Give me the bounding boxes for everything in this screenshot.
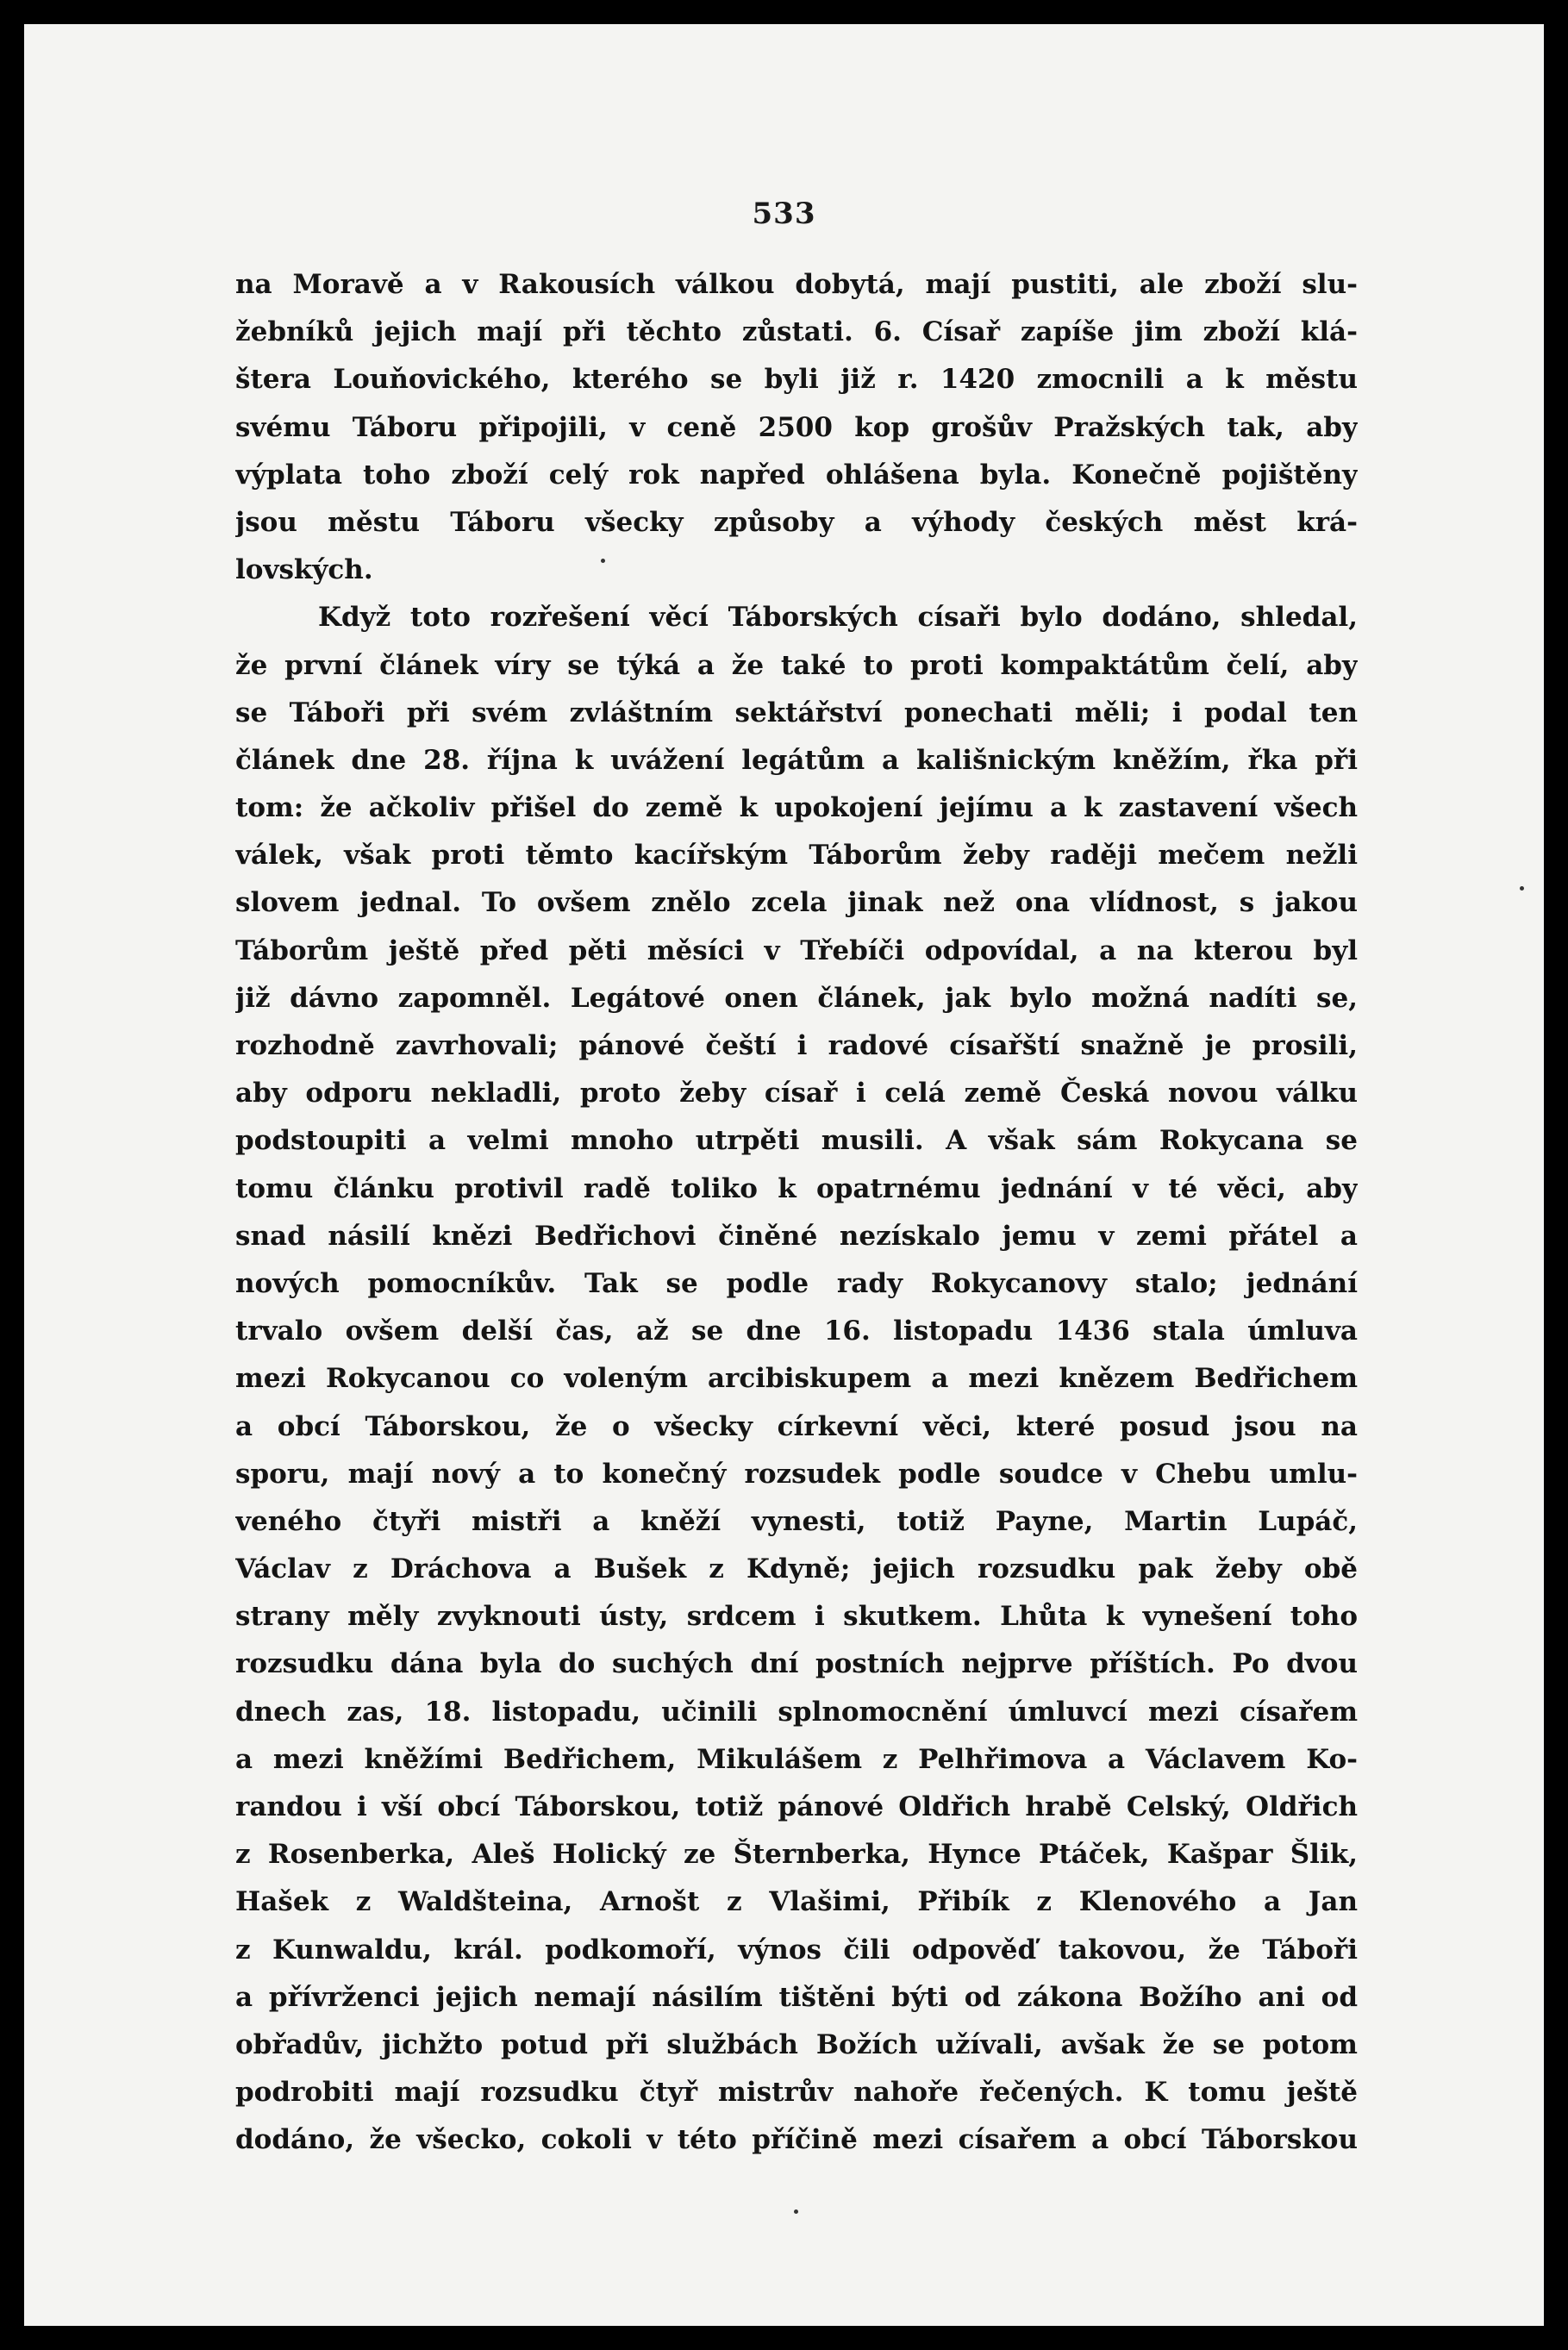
- text-line: a obcí Táborskou, že o všecky církevní věci, které posud jsou na: [235, 1410, 1358, 1442]
- text-line: válek, však proti těmto kacířským Táborům žeby raději mečem nežli: [235, 840, 1358, 872]
- body-text: [235, 261, 1358, 2165]
- text-line: tomu článku protivil radě toliko k opatrnému jednání v té věci, aby: [235, 1172, 1358, 1204]
- dust-speck: [794, 2209, 798, 2214]
- text-line: Když toto rozřešení věcí Táborských císaři bylo dodáno, shledal,: [318, 602, 1358, 634]
- text-line: veného čtyři mistři a kněží vynesti, totiž Payne, Martin Lupáč,: [235, 1505, 1358, 1537]
- text-line: podstoupiti a velmi mnoho utrpěti musili. A však sám Rokycana se: [235, 1125, 1358, 1157]
- text-line: slovem jednal. To ovšem znělo zcela jinak než ona vlídnost, s jakou: [235, 887, 1358, 919]
- text-line: výplata toho zboží celý rok napřed ohlášena byla. Konečně pojištěny: [235, 459, 1358, 491]
- dust-speck: [1520, 886, 1524, 891]
- text-line: aby odporu nekladli, proto žeby císař i celá země Česká novou válku: [235, 1078, 1358, 1109]
- text-line: žebníků jejich mají při těchto zůstati. 6. Císař zapíše jim zboží klá-: [235, 316, 1358, 348]
- text-line: rozsudku dána byla do suchých dní postních nejprve příštích. Po dvou: [235, 1648, 1358, 1680]
- text-line: obřadův, jichžto potud při službách Božích užívali, avšak že se potom: [235, 2028, 1358, 2060]
- text-line: dodáno, že všecko, cokoli v této příčině mezi císařem a obcí Táborskou: [235, 2124, 1358, 2156]
- text-line: Václav z Dráchova a Bušek z Kdyně; jejich rozsudku pak žeby obě: [235, 1553, 1358, 1585]
- paragraph-1: [235, 261, 1358, 594]
- text-line: štera Louňovického, kterého se byli již r. 1420 zmocnili a k městu: [235, 364, 1358, 396]
- text-line: podrobiti mají rozsudku čtyř mistrův nahoře řečených. K tomu ještě: [235, 2077, 1358, 2109]
- text-line: že první článek víry se týká a že také to proti kompaktátům čelí, aby: [235, 649, 1358, 681]
- text-line: jsou městu Táboru všecky způsoby a výhody českých měst krá-: [235, 506, 1358, 538]
- text-line: sporu, mají nový a to konečný rozsudek podle soudce v Chebu umlu-: [235, 1458, 1358, 1490]
- text-line: Hašek z Waldšteina, Arnošt z Vlašimi, Přibík z Klenového a Jan: [235, 1886, 1358, 1918]
- text-line: již dávno zapomněl. Legátové onen článek, jak bylo možná nadíti se,: [235, 982, 1358, 1014]
- text-line: tom: že ačkoliv přišel do země k upokojení jejímu a k zastavení všech: [235, 792, 1358, 824]
- text-line: Táborům ještě před pěti měsíci v Třebíči odpovídal, a na kterou byl: [235, 934, 1358, 966]
- dust-speck: [601, 559, 605, 563]
- text-line: rozhodně zavrhovali; pánové čeští i radové císařští snažně je prosili,: [235, 1030, 1358, 1061]
- text-line: nových pomocníkův. Tak se podle rady Rokycanovy stalo; jednání: [235, 1267, 1358, 1299]
- book-page: [24, 24, 1544, 2326]
- text-line: mezi Rokycanou co voleným arcibiskupem a mezi knězem Bedřichem: [235, 1363, 1358, 1395]
- text-line: a mezi kněžími Bedřichem, Mikulášem z Pelhřimova a Václavem Ko-: [235, 1743, 1358, 1775]
- text-line: z Rosenberka, Aleš Holický ze Šternberka, Hynce Ptáček, Kašpar Šlik,: [235, 1839, 1358, 1871]
- text-line: svému Táboru připojili, v ceně 2500 kop grošův Pražských tak, aby: [235, 411, 1358, 443]
- text-line: strany měly zvyknouti ústy, srdcem i skutkem. Lhůta k vynešení toho: [235, 1601, 1358, 1633]
- text-line: trvalo ovšem delší čas, až se dne 16. listopadu 1436 stala úmluva: [235, 1316, 1358, 1347]
- text-line: na Moravě a v Rakousích válkou dobytá, mají pustiti, ale zboží slu-: [235, 269, 1358, 300]
- text-line: článek dne 28. října k uvážení legátům a kališnickým kněžím, řka při: [235, 744, 1358, 776]
- page-number: 533: [752, 197, 816, 231]
- text-line: a přívrženci jejich nemají násilím tištěni býti od zákona Božího ani od: [235, 1981, 1358, 2013]
- paragraph-2: [235, 594, 1358, 2164]
- text-line: z Kunwaldu, král. podkomoří, výnos čili odpověď takovou, že Táboři: [235, 1934, 1358, 1966]
- text-line: snad násilí knězi Bedřichovi činěné nezískalo jemu v zemi přátel a: [235, 1220, 1358, 1252]
- text-line: dnech zas, 18. listopadu, učinili splnomocnění úmluvcí mezi císařem: [235, 1696, 1358, 1728]
- text-line: randou i vší obcí Táborskou, totiž pánové Oldřich hrabě Celský, Oldřich: [235, 1791, 1358, 1822]
- text-line: se Táboři při svém zvláštním sektářství ponechati měli; i podal ten: [235, 697, 1358, 728]
- text-line: lovských.: [235, 554, 373, 586]
